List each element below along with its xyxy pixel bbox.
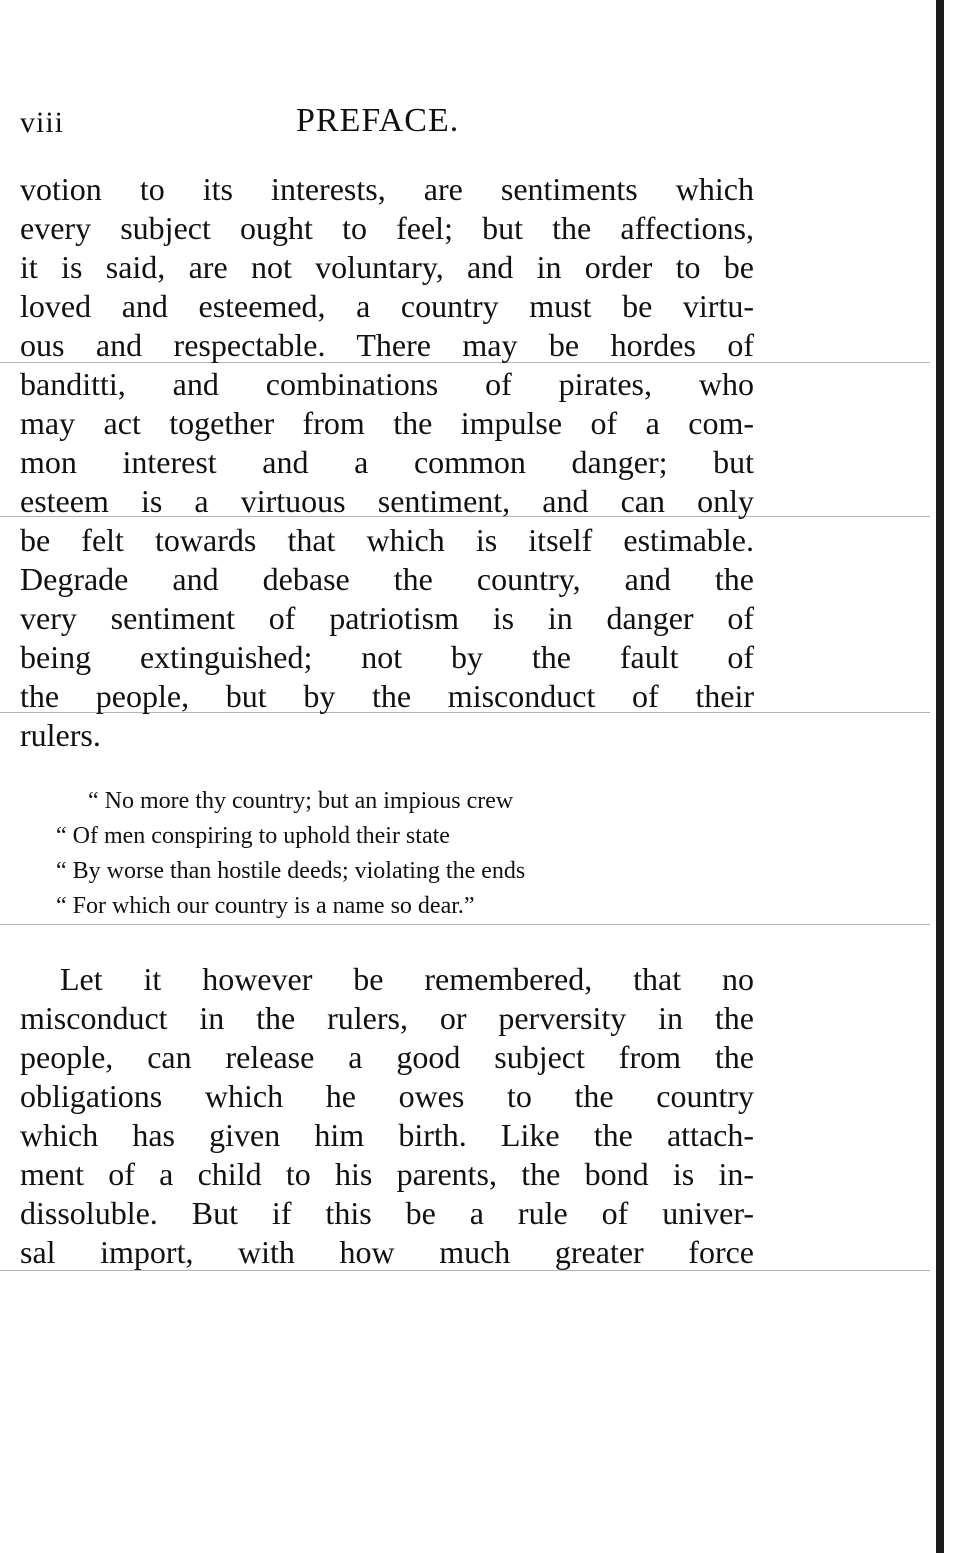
text-line: it is said, are not voluntary, and in order to be: [20, 249, 754, 285]
verse-line: “ By worse than hostile deeds; violating the ends: [56, 858, 526, 884]
text-line: sal import, with how much greater force: [20, 1234, 754, 1270]
text-line: rulers.: [20, 717, 101, 753]
text-line: Degrade and debase the country, and the: [20, 561, 754, 597]
text-line: mon interest and a common danger; but: [20, 444, 754, 480]
text-line: esteem is a virtuous sentiment, and can only: [20, 483, 754, 519]
text-line: Let it however be remembered, that no: [60, 961, 754, 997]
text-line: votion to its interests, are sentiments which: [20, 171, 754, 207]
text-line: which has given him birth. Like the attach-: [20, 1117, 754, 1153]
scan-rule: [0, 924, 930, 925]
page-header: [20, 100, 740, 150]
text-line: being extinguished; not by the fault of: [20, 639, 754, 675]
text-line: dissoluble. But if this be a rule of univer-: [20, 1195, 754, 1231]
paragraph-obligations: [20, 960, 754, 1272]
text-line: obligations which he owes to the country: [20, 1078, 754, 1114]
text-line: ment of a child to his parents, the bond is in-: [20, 1156, 754, 1192]
verse-line: “ Of men conspiring to uphold their state: [56, 823, 450, 849]
text-line: ous and respectable. There may be hordes of: [20, 327, 754, 363]
text-line: misconduct in the rulers, or perversity in the: [20, 1000, 754, 1036]
text-line: be felt towards that which is itself estimable.: [20, 522, 754, 558]
text-line: every subject ought to feel; but the affections,: [20, 210, 754, 246]
paragraph-patriotism: [20, 170, 754, 755]
text-line: people, can release a good subject from the: [20, 1039, 754, 1075]
running-title: PREFACE.: [296, 102, 460, 139]
verse-quotation: [56, 784, 736, 924]
text-line: very sentiment of patriotism is in danger of: [20, 600, 754, 636]
verse-line: “ For which our country is a name so dear.”: [56, 893, 475, 919]
verse-line: “ No more thy country; but an impious crew: [88, 788, 514, 814]
text-line: the people, but by the misconduct of their: [20, 678, 754, 714]
text-line: loved and esteemed, a country must be virtu-: [20, 288, 754, 324]
page-number: viii: [20, 106, 65, 139]
text-line: may act together from the impulse of a com-: [20, 405, 754, 441]
page-edge-shadow: [936, 0, 944, 1553]
text-line: banditti, and combinations of pirates, who: [20, 366, 754, 402]
